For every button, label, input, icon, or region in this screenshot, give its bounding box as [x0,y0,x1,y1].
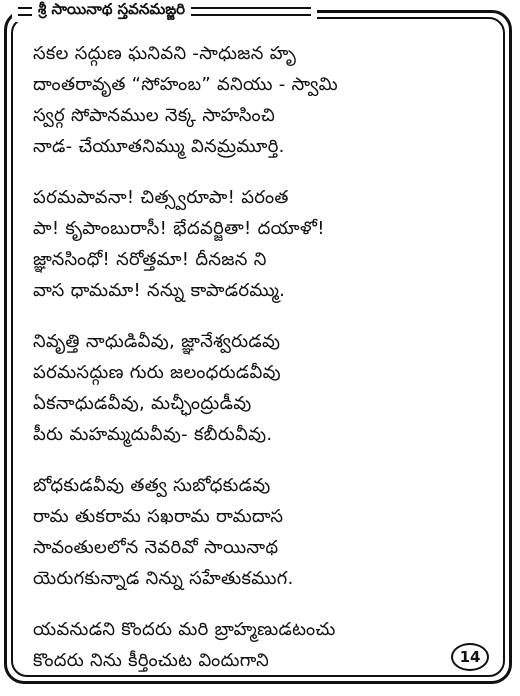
verse-line: రామ తుకరామ సఖరామ రామదాస [33,506,284,527]
page-title: శ్రీ సాయినాథ స్తవనమఙ్జరి [38,0,186,18]
verse-line: పరమసద్గుణ గురు జలంధరుడవీవు [33,362,281,383]
verse-line: సకల సద్గుణ ఘనివని -సాధుజన హృ [33,43,297,64]
poem-body [33,38,483,696]
stanza-3 [33,326,483,450]
verse-line: కొందరు నిను కీర్తించుట విందుగాని [33,650,270,671]
title-rule-left [18,7,32,16]
verse-line: నివృత్తి నాధుడివీవు, జ్ఞానేశ్వరుడవు [33,331,281,352]
verse-line: బోధకుడవీవు తత్వ సుబోధకుడవు [33,475,271,496]
verse-line: సావంతులలోన నెవరివో సాయినాథ [33,537,279,558]
verse-line: పీరు మహమ్మదువీవు- కబీరువీవు. [33,424,273,445]
verse-line: పరమపావనా! చిత్స్వరూపా! పరంత [33,187,289,208]
verse-line: వాస ధామమా! నన్ను కాపాడరమ్ము. [33,280,286,301]
stanza-4 [33,470,483,594]
verse-line: నాడ- చేయూతనిమ్ము వినమ్రమూర్తి. [33,136,285,157]
page-number-badge: 14 [451,643,489,671]
verse-line: యవనుడని కొందరు మరి బ్రాహ్మణుడటంచు [33,619,336,640]
verse-line: దాంతరావృత “సోహంబ” వనియు - స్వామి [33,74,339,95]
verse-line: స్వర్గ సోపానముల నెక్క సాహసించి [33,105,276,126]
title-rule-right [191,7,311,16]
verse-line: జ్ఞానసింధో! నరోత్తమా! దీనజన ని [33,249,267,270]
stanza-2 [33,182,483,306]
stanza-1 [33,38,483,162]
title-banner [12,0,317,22]
verse-line: పా! కృపాంబురాసీ! భేదవర్జితా! దయాళో! [33,218,325,239]
stanza-5 [33,614,483,676]
verse-line: యెరుగకున్నాడ నిన్ను సహేతుకముగ. [33,568,294,589]
verse-line: ఏకనాధుడవీవు, మచ్ఛీంద్రుడీవు [33,393,252,414]
